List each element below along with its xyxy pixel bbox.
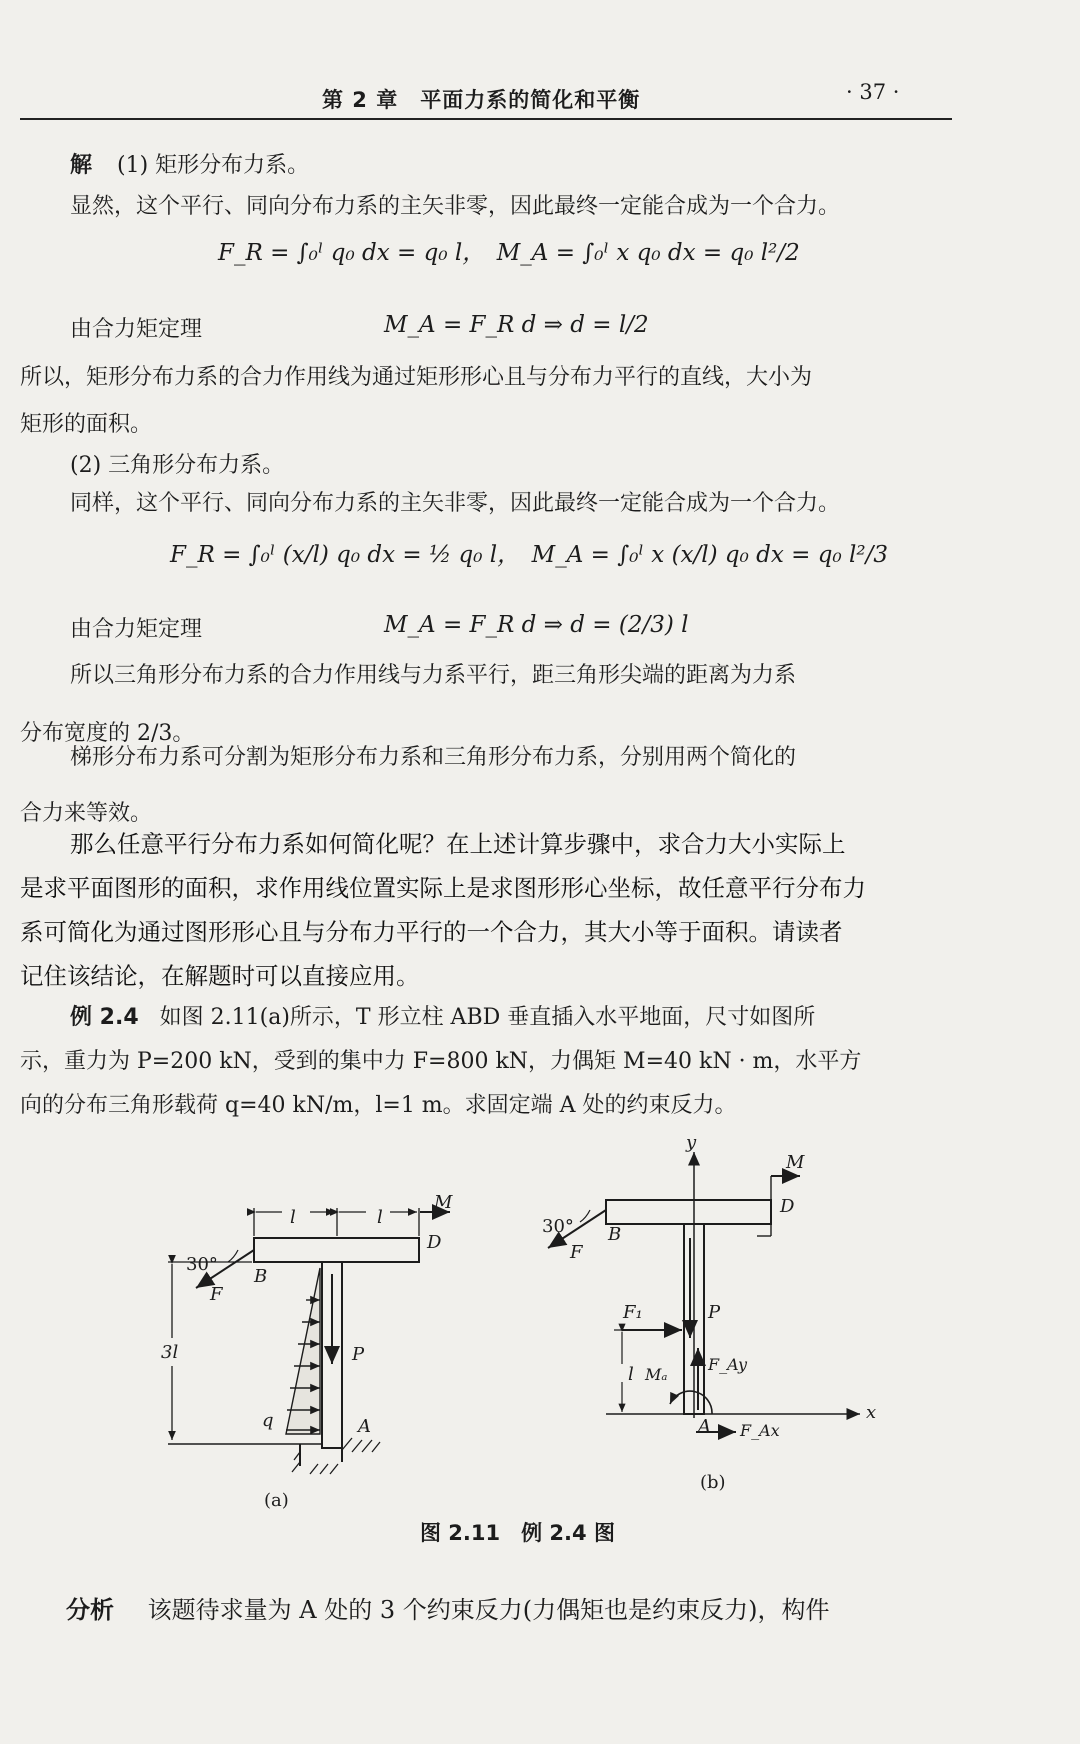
label-a-dim-l1: l (290, 1207, 296, 1228)
label-a-B: B (254, 1266, 268, 1287)
paragraph-3: 同样，这个平行、同向分布力系的主矢非零，因此最终一定能合成为一个合力。 (70, 491, 841, 516)
label-b-D: D (780, 1196, 795, 1217)
label-a-D: D (427, 1232, 442, 1253)
part1-heading: (1) 矩形分布力系。 (117, 153, 310, 178)
label-a-angle: 30° (186, 1254, 218, 1275)
label-a-q: q (262, 1410, 274, 1431)
paragraph-5b: 合力来等效。 (20, 801, 153, 826)
equation-3: F_R = ∫₀ˡ (x/l) q₀ dx = ½ q₀ l， M_A = ∫₀ˡ x (x/l) q₀ dx = q₀ l²/3 (170, 542, 888, 568)
label-b-y: y (686, 1132, 697, 1153)
label-b-FAy: F_Ay (708, 1355, 748, 1374)
label-b-MA: Mₐ (645, 1365, 668, 1384)
paragraph-5a: 梯形分布力系可分割为矩形分布力系和三角形分布力系，分别用两个简化的 (70, 745, 797, 770)
label-a-P: P (352, 1344, 365, 1365)
paragraph-6c: 系可简化为通过图形形心且与分布力平行的一个合力，其大小等于面积。请读者 (20, 918, 843, 946)
part2-heading: (2) 三角形分布力系。 (70, 453, 285, 478)
caption-b: (b) (700, 1472, 726, 1493)
t-post-a (254, 1238, 419, 1448)
example-text-c: 向的分布三角形载荷 q=40 kN/m，l=1 m。求固定端 A 处的约束反力。 (20, 1093, 737, 1118)
label-a-A: A (358, 1416, 371, 1437)
figure-title: 图 2.11 例 2.4 图 (420, 1521, 615, 1545)
label-b-F: F (570, 1242, 583, 1263)
equation-2: M_A = F_R d ⇒ d = l/2 (384, 312, 649, 338)
example-text-a: 如图 2.11(a)所示，T 形立柱 ABD 垂直插入水平地面，尺寸如图所 (159, 1005, 816, 1030)
figure-b (548, 1152, 860, 1432)
paragraph-2a: 所以，矩形分布力系的合力作用线为通过矩形形心且与分布力平行的直线，大小为 (20, 365, 813, 390)
analysis-label: 分析 (66, 1596, 114, 1624)
paragraph-2b: 矩形的面积。 (20, 412, 153, 437)
label-b-A: A (698, 1416, 711, 1437)
label-a-3l: 3l (161, 1342, 179, 1363)
paragraph-6d: 记住该结论，在解题时可以直接应用。 (20, 962, 420, 990)
label-b-angle: 30° (542, 1216, 574, 1237)
label-b-P: P (708, 1302, 721, 1323)
labels-b (542, 1132, 876, 1440)
moment-theorem-label-2: 由合力矩定理 (70, 617, 203, 642)
example-label: 例 2.4 (70, 1005, 139, 1030)
ground-a (168, 1438, 380, 1474)
analysis-line (66, 1596, 829, 1624)
label-a-M: M (434, 1192, 453, 1213)
paragraph-1: 显然，这个平行、同向分布力系的主矢非零，因此最终一定能合成为一个合力。 (70, 194, 841, 219)
label-b-F1: F₁ (623, 1302, 643, 1323)
label-b-FAx: F_Ax (740, 1421, 780, 1440)
caption-a: (a) (264, 1490, 289, 1511)
example-text-b: 示，重力为 P=200 kN，受到的集中力 F=800 kN，力偶矩 M=40 kN · m，水平方 (20, 1049, 862, 1074)
label-b-x: x (866, 1402, 877, 1423)
moment-theorem-label-1: 由合力矩定理 (70, 317, 203, 342)
paragraph-6a: 那么任意平行分布力系如何简化呢？在上述计算步骤中，求合力大小实际上 (70, 830, 846, 858)
label-b-l: l (628, 1364, 634, 1385)
paragraph-6b: 是求平面图形的面积，求作用线位置实际上是求图形形心坐标，故任意平行分布力 (20, 874, 866, 902)
chapter-header: 第 2 章 平面力系的简化和平衡 (322, 88, 641, 112)
reaction-ma-b (670, 1391, 712, 1414)
analysis-text: 该题待求量为 A 处的 3 个约束反力(力偶矩也是约束反力)，构件 (147, 1596, 830, 1624)
page-number: · 37 · (846, 80, 900, 104)
label-a-dim-l2: l (377, 1207, 383, 1228)
solution-label: 解 (70, 153, 93, 178)
label-a-F: F (210, 1284, 223, 1305)
equation-1: F_R = ∫₀ˡ q₀ dx = q₀ l， M_A = ∫₀ˡ x q₀ dx = q₀ l²/2 (218, 240, 800, 266)
figure-a (168, 1208, 450, 1474)
label-b-M: M (786, 1152, 805, 1173)
paragraph-4a: 所以三角形分布力系的合力作用线与力系平行，距三角形尖端的距离为力系 (70, 663, 797, 688)
equation-4: M_A = F_R d ⇒ d = (2/3) l (384, 612, 689, 638)
distributed-load-a (286, 1268, 320, 1434)
label-b-B: B (608, 1224, 622, 1245)
paragraph-4b: 分布宽度的 2/3。 (20, 721, 195, 746)
